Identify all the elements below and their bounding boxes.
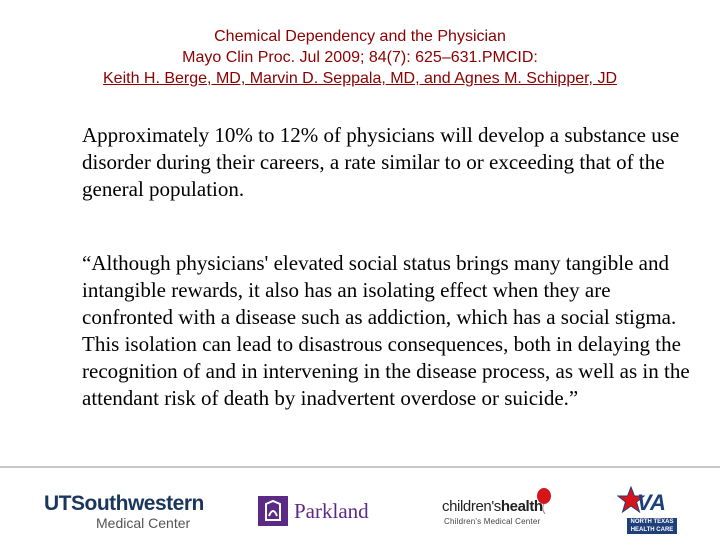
article-title: Chemical Dependency and the Physician — [214, 28, 506, 45]
utsw-logo-subtext: Medical Center — [96, 515, 191, 531]
va-logo-text: VA — [637, 490, 666, 515]
utsw-logo-text: UTSouthwestern — [44, 492, 204, 515]
va-region-label: NORTH TEXAS HEALTH CARE SYSTEM — [627, 518, 677, 534]
body-paragraph-1: Approximately 10% to 12% of physicians will develop a substance use disorder during their careers, a rate similar to or exceeding that of the general population. — [82, 123, 680, 201]
parkland-logo — [258, 496, 388, 528]
slide-header — [0, 26, 720, 89]
childrens-health-logo-text: children'shealth — [442, 498, 543, 515]
body-paragraph-2: “Although physicians' elevated social status brings many tangible and intangible rewards, it also has an isolating effect when they are confronted with a disease such as addiction, which has a social stigma. This isolation can lead to disastrous consequences, both in delaying the recognition of and in intervening in the disease process, as well as in the attendant risk of death by inadvertent overdose or suicide.” — [82, 251, 690, 410]
footer-divider — [0, 466, 720, 468]
va-north-texas-logo — [617, 486, 681, 541]
authors-link[interactable]: Keith H. Berge, MD, Marvin D. Seppala, MD, and Agnes M. Schipper, JD — [103, 70, 617, 87]
childrens-health-subtext: Children's Medical Center — [444, 517, 541, 526]
citation: Mayo Clin Proc. Jul 2009; 84(7): 625–631.PMCID: — [182, 49, 538, 66]
ut-southwestern-logo — [44, 492, 204, 530]
childrens-health-logo — [442, 488, 566, 532]
parkland-emblem-icon — [258, 496, 288, 526]
parkland-logo-text: Parkland — [294, 499, 369, 523]
